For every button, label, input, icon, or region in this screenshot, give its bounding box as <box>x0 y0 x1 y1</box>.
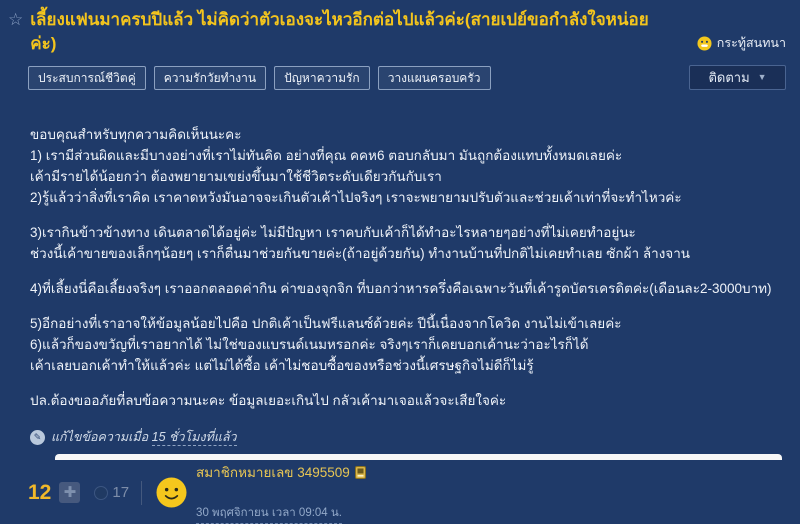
body-paragraph <box>30 124 774 208</box>
post-timestamp[interactable]: 30 พฤศจิกายน เวลา 09:04 น. <box>196 504 342 524</box>
edit-note-time[interactable]: 15 ชั่วโมงที่แล้ว <box>151 430 237 444</box>
author-name[interactable]: สมาชิกหมายเลข 3495509 <box>196 465 350 480</box>
follow-label: ติดตาม <box>708 69 750 85</box>
emotion-count: 17 <box>112 484 130 501</box>
topic-title: เลี้ยงแฟนมาครบปีแล้ว ไม่คิดว่าตัวเองจะไหวอีกต่อไปแล้วค่ะ(สายเปย์ขอกำลังใจหน่อยค่ะ) <box>30 10 649 53</box>
topic-type <box>697 33 786 53</box>
topic-type-label: กระทู้สนทนา <box>716 36 786 50</box>
body-line: เค้ามีรายได้น้อยกว่า ต้องพยายามเขย่งขึ้นมาใช้ชีวิตระดับเดียวกันกับเรา <box>30 169 442 184</box>
tag-3[interactable]: วางแผนครอบครัว <box>378 66 491 90</box>
tag-2[interactable]: ปัญหาความรัก <box>274 66 370 90</box>
title-row <box>0 0 800 56</box>
body-line: ช่วงนี้เค้าขายของเล็กๆน้อยๆ เราก็ตื่นมาช่วยกันขายค่ะ(ถ้าอยู่ด้วยกัน) ทำงานบ้านที่ปกติไม่เคยทำเลย ซักผ้า ล้างจาน <box>30 246 691 261</box>
member-badge-icon <box>355 466 366 479</box>
vote-score: 12 <box>28 480 52 504</box>
follow-button[interactable] <box>689 65 786 90</box>
body-line: 6)แล้วก็ของขวัญที่เราอยากได้ ไม่ใช่ของแบรนด์เนมหรอกค่ะ จริงๆเราก็เคยบอกเค้านะว่าอะไรก็ได้ <box>30 337 589 352</box>
body-line: 5)อีกอย่างที่เราอาจให้ข้อมูลน้อยไปคือ ปกติเค้าเป็นฟรีแลนซ์ด้วยค่ะ ปีนี้เนื่องจากโควิด งานไม่เข้าเลยค่ะ <box>30 316 622 331</box>
footer-row <box>28 461 800 524</box>
edit-note <box>30 427 800 447</box>
body-line: 4)ที่เลี้ยงนี่คือเลี้ยงจริงๆ เราออกตลอดค่ากิน ค่าของจุกจิก ที่บอกว่าหารครึ่งคือเฉพาะวันที่เค้ารูดบัตรเครดิตค่ะ(เดือนละ2-3000บาท) <box>30 281 772 296</box>
tag-0[interactable]: ประสบการณ์ชีวิตคู่ <box>28 66 146 90</box>
plus-vote-button[interactable]: ✚ <box>59 482 80 503</box>
chat-face-icon <box>697 36 712 51</box>
body-line: 3)เรากินข้าวข้างทาง เดินตลาดได้อยู่ค่ะ ไม่มีปัญหา เราคบกับเค้าก็ได้ทำอะไรหลายๆอย่างที่ไม่เคยทำอยู่นะ <box>30 225 636 240</box>
emotion-group[interactable] <box>94 484 129 501</box>
edit-note-prefix: แก้ไขข้อความเมื่อ <box>51 430 152 444</box>
body-line: ขอบคุณสำหรับทุกความคิดเห็นนะคะ <box>30 127 242 142</box>
tag-list <box>28 66 800 90</box>
divider <box>141 481 142 505</box>
avatar[interactable] <box>156 477 187 508</box>
author-block <box>196 461 366 524</box>
body-line: ปล.ต้องขออภัยที่ลบข้อความนะคะ ข้อมูลเยอะเกินไป กลัวเค้ามาเจอแล้วจะเสียใจค่ะ <box>30 393 507 408</box>
emotion-icon <box>94 486 108 500</box>
body-paragraph <box>30 390 774 411</box>
top-right-panel <box>689 33 786 90</box>
star-icon[interactable]: ☆ <box>8 10 24 29</box>
body-paragraph <box>30 222 774 264</box>
chevron-down-icon: ▼ <box>757 72 767 82</box>
post-body <box>30 124 774 411</box>
body-paragraph <box>30 313 774 376</box>
body-line: 1) เรามีส่วนผิดและมีบางอย่างที่เราไม่ทันคิด อย่างที่คุณ คคห6 ตอบกลับมา มันถูกต้องแทบทั้งหมดเลยค่ะ <box>30 148 623 163</box>
pencil-icon: ✎ <box>30 430 45 445</box>
tag-1[interactable]: ความรักวัยทำงาน <box>154 66 266 90</box>
next-section-edge <box>55 454 782 460</box>
body-line: เค้าเลยบอกเค้าทำให้แล้วค่ะ แต่ไม่ได้ซื้อ เค้าไม่ชอบซื้อของหรือช่วงนี้เศรษฐกิจไม่ดีก็ไม่รู้ <box>30 358 534 373</box>
body-line: 2)รู้แล้วว่าสิ่งที่เราคิด เราคาดหวังมันอาจจะเกินตัวเค้าไปจริงๆ เราจะพยายามปรับตัวและช่วยเค้าเท่าที่จะทำไหวค่ะ <box>30 190 682 205</box>
body-paragraph <box>30 278 774 299</box>
